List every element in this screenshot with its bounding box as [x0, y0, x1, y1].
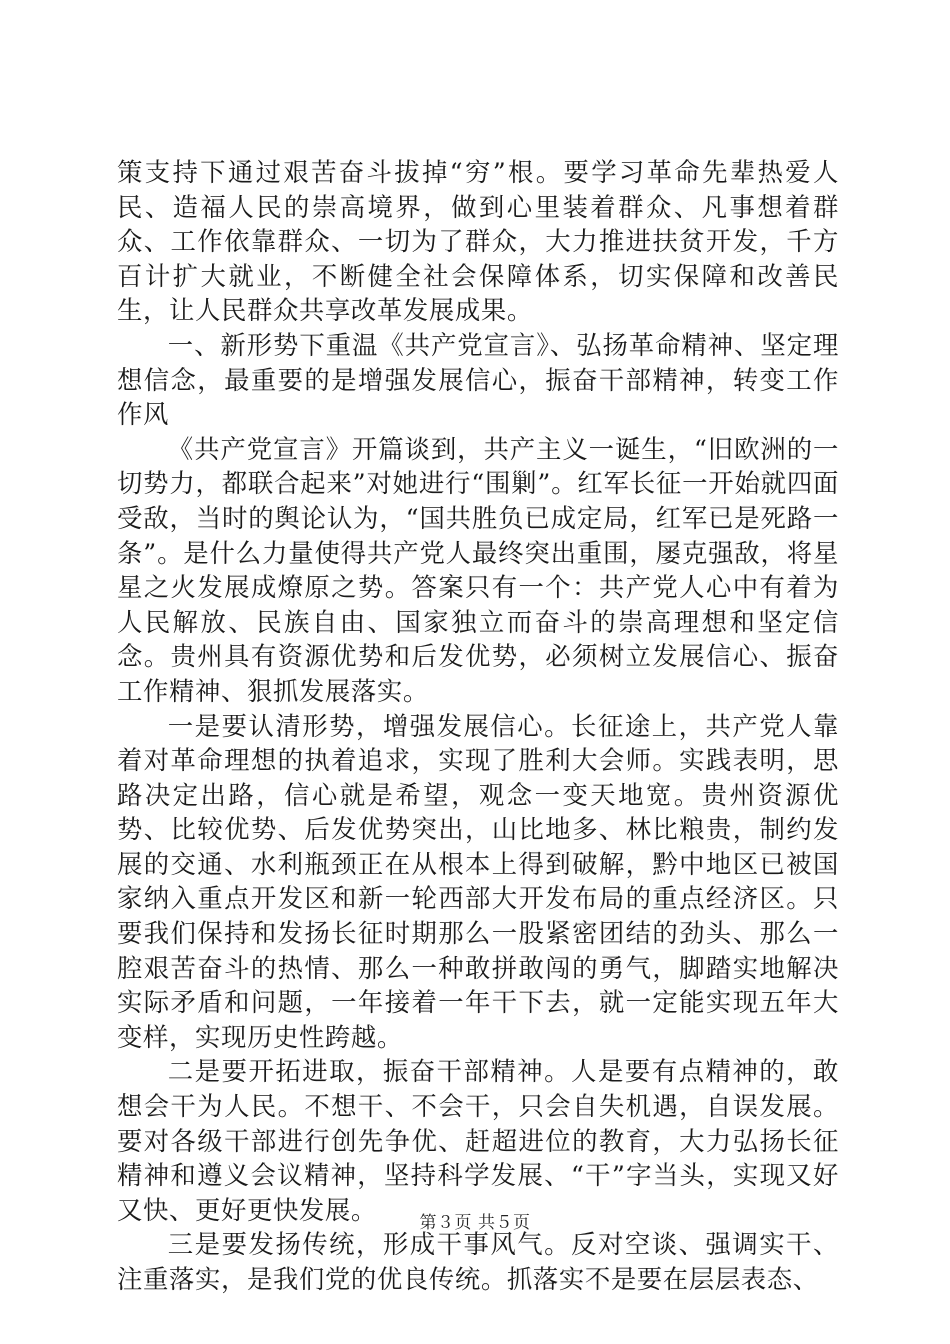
paragraph-1: 策支持下通过艰苦奋斗拔掉“穷”根。要学习革命先辈热爱人民、造福人民的崇高境界，做到心里装着群众、凡事想着群众、工作依靠群众、一切为了群众，大力推进扶贫开发，千方百计扩大就业，不断健全社会保障体系，切实保障和改善民生，让人民群众共享改革发展成果。 — [117, 157, 839, 326]
page-footer — [0, 1212, 950, 1234]
section-heading-1: 一、新形势下重温《共产党宣言》、弘扬革命精神、坚定理想信念，最重要的是增强发展信心，振奋干部精神，转变工作作风 — [117, 329, 839, 430]
document-body — [117, 155, 839, 1297]
paragraph-5: 二是要开拓进取，振奋干部精神。人是要有点精神的，敢想会干为人民。不想干、不会干，只会自失机遇，自误发展。要对各级干部进行创先争优、赶超进位的教育，大力弘扬长征精神和遵义会议精神，坚持科学发展、“干”字当头，实现又好又快、更好更快发展。 — [117, 1056, 839, 1225]
paragraph-4: 一是要认清形势，增强发展信心。长征途上，共产党人靠着对革命理想的执着追求，实现了胜利大会师。实践表明，思路决定出路，信心就是希望，观念一变天地宽。贵州资源优势、比较优势、后发优势突出，山比地多、林比粮贵，制约发展的交通、水利瓶颈正在从根本上得到破解，黔中地区已被国家纳入重点开发区和新一轮西部大开发布局的重点经济区。只要我们保持和发扬长征时期那么一股紧密团结的劲头、那么一腔艰苦奋斗的热情、那么一种敢拼敢闯的勇气，脚踏实地解决实际矛盾和问题，一年接着一年干下去，就一定能实现五年大变样，实现历史性跨越。 — [117, 710, 839, 1052]
paragraph-6: 三是要发扬传统，形成干事风气。反对空谈、强调实干、注重落实，是我们党的优良传统。抓落实不是要在层层表态、 — [117, 1229, 839, 1294]
paragraph-3: 《共产党宣言》开篇谈到，共产主义一诞生，“旧欧洲的一切势力，都联合起来”对她进行“围剿”。红军长征一开始就四面受敌，当时的舆论认为，“国共胜负已成定局，红军已是死路一条”。是什么力量使得共产党人最终突出重围，屡克强敌，将星星之火发展成燎原之势。答案只有一个：共产党人心中有着为人民解放、民族自由、国家独立而奋斗的崇高理想和坚定信念。贵州具有资源优势和后发优势，必须树立发展信心、振奋工作精神、狠抓发展落实。 — [117, 433, 839, 706]
page-number-label: 第３页 共５页 — [419, 1213, 531, 1233]
